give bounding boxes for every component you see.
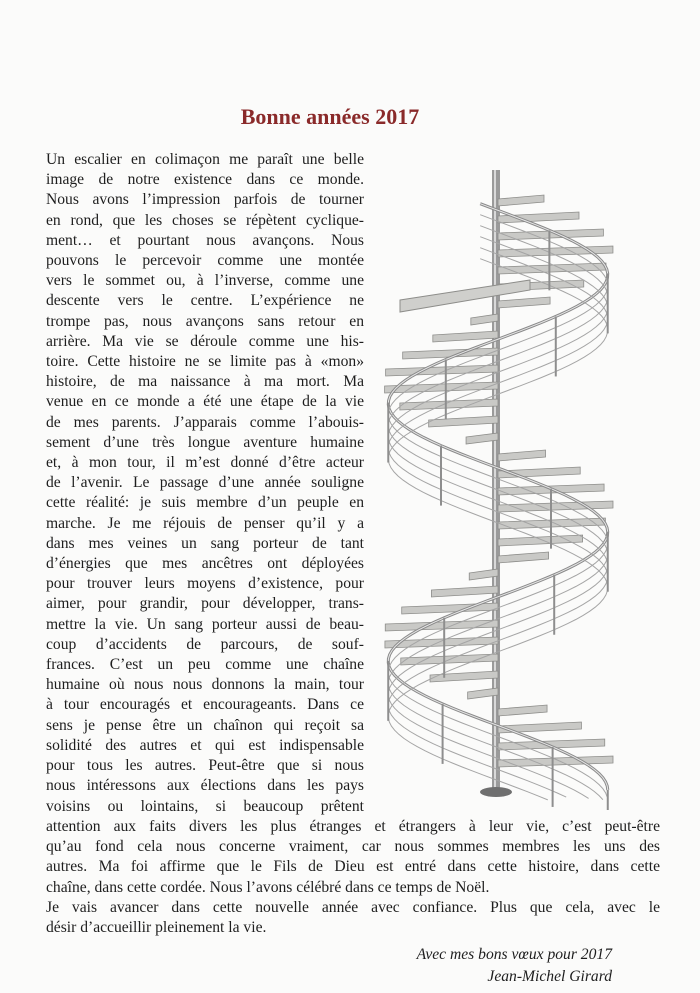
text-line: pouvons le percevoir comme une montée xyxy=(46,252,364,270)
stair-step xyxy=(498,535,583,546)
text-line: désir d’accueillir pleinement la vie. xyxy=(46,919,267,937)
stair-step xyxy=(431,586,498,597)
stair-step xyxy=(402,603,498,614)
text-line: nous intéressons aux élections dans les pays xyxy=(46,777,364,795)
pole-base xyxy=(480,787,512,797)
text-line: arrière. Ma vie se déroule comme une his- xyxy=(46,332,364,350)
text-line: sens je pense être un chaînon qui reçoit sa xyxy=(46,716,364,734)
stair-step xyxy=(430,671,498,682)
text-line: image de notre existence dans ce monde. xyxy=(46,171,364,189)
stair-step xyxy=(498,297,550,308)
spiral-staircase-illustration xyxy=(380,160,625,810)
text-line: dans mes veines un sang porteur de tant xyxy=(46,534,364,552)
text-line: vers le sommet ou, à l’inverse, comme une xyxy=(46,272,364,290)
stair-step xyxy=(433,331,498,342)
text-line: de l’avenir. Le passage d’une année souligne xyxy=(46,474,364,492)
text-line: qu’au fond cela nous concerne vraiment, car nous sommes membres les uns des xyxy=(46,838,660,856)
text-line: ment… et pourtant nous avançons. Nous xyxy=(46,231,364,249)
text-line: de mes parents. J’apparais comme l’abouis- xyxy=(46,413,364,431)
text-line: marche. Je me réjouis de penser qu’il y a xyxy=(46,514,364,532)
stair-step xyxy=(386,365,498,376)
text-line: chaîne, dans cette cordée. Nous l’avons célébré dans ce temps de Noël. xyxy=(46,878,490,896)
text-line: trompe pas, nous avançons sans retour en xyxy=(46,312,364,330)
text-line: frances. C’est un peu comme une chaîne xyxy=(46,656,364,674)
text-line: venue en ce monde a été une étape de la vie xyxy=(46,393,364,411)
text-line: en rond, que les choses se répètent cyclique- xyxy=(46,211,364,229)
page-title: Bonne années 2017 xyxy=(240,104,420,129)
text-line: autres. Ma foi affirme que le Fils de Dieu est entré dans cette histoire, dans cette xyxy=(46,858,660,876)
text-line: d’énergies que mes ancêtres ont déployées xyxy=(46,555,364,573)
stair-step xyxy=(498,705,547,716)
text-line: mettre la vie. Un sang porteur aussi de beau- xyxy=(46,615,364,633)
text-line: coup d’accidents de parcours, de souf- xyxy=(46,635,364,653)
stair-step xyxy=(498,501,613,512)
stair-step xyxy=(498,739,605,750)
text-line: Un escalier en colimaçon me paraît une belle xyxy=(46,151,364,168)
text-line: descente vers le centre. L’expérience ne xyxy=(46,292,364,310)
text-line: Nous avons l’impression parfois de tourner xyxy=(46,191,364,209)
stair-step xyxy=(400,399,498,410)
text-line: attention aux faits divers les plus étranges et étrangers à leur vie, c’est peut-être xyxy=(46,818,660,835)
text-line: aimer, pour grandir, pour développer, trans- xyxy=(46,595,364,613)
stair-step xyxy=(498,195,544,206)
text-line: voisins ou lointains, si beaucoup prêtent xyxy=(46,797,364,815)
text-full-width xyxy=(46,817,660,938)
text-line: solidité des autres et qui est indispensable xyxy=(46,736,364,754)
text-line: sement d’une très longue aventure humaine xyxy=(46,433,364,451)
text-line: cette réalité: je suis membre d’un peuple en xyxy=(46,494,364,512)
stair-step xyxy=(498,450,546,461)
signature-wishes: Avec mes bons vœux pour 2017 xyxy=(416,946,612,963)
text-line: humaine où nous nous donnons la main, tour xyxy=(46,676,364,694)
text-line: et, à mon tour, il m’est donné d’être acteur xyxy=(46,454,364,472)
text-line: pour trouver leurs moyens d’existence, pour xyxy=(46,575,364,593)
text-line: pour tous les autres. Peut-être que si nous xyxy=(46,757,364,775)
text-line: Je vais avancer dans cette nouvelle année avec confiance. Plus que cela, avec le xyxy=(46,898,660,916)
text-line: histoire, de ma naissance à ma mort. Ma xyxy=(46,373,364,391)
stair-step xyxy=(498,552,549,563)
text-line: à tour encouragés et encourageants. Dans ce xyxy=(46,696,364,714)
signature-author: Jean-Michel Girard xyxy=(487,968,612,985)
pole-highlight xyxy=(494,170,496,790)
text-column xyxy=(46,150,364,817)
text-line: toire. Cette histoire ne se limite pas à «mon» xyxy=(46,353,364,371)
signature-block xyxy=(417,944,612,988)
